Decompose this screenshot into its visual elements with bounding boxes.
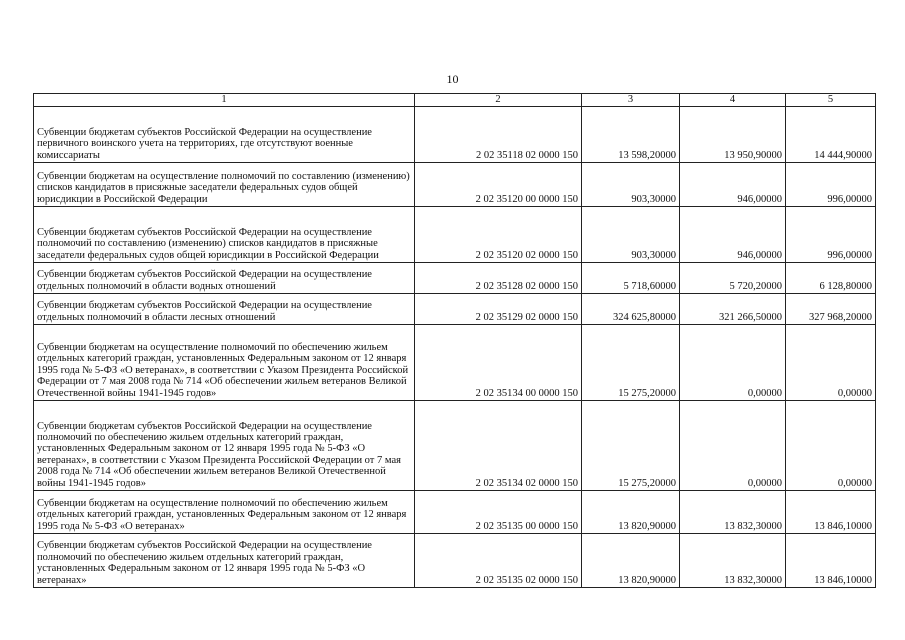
row-value-col3: 13 820,90000 [582, 491, 680, 534]
row-value-col4: 946,00000 [680, 207, 786, 263]
row-value-col5: 14 444,90000 [786, 107, 876, 163]
table-row [34, 401, 876, 491]
row-value-col3: 324 625,80000 [582, 294, 680, 325]
table-row [34, 491, 876, 534]
row-code-cell: 2 02 35118 02 0000 150 [415, 107, 582, 163]
row-value-col4: 321 266,50000 [680, 294, 786, 325]
row-name-cell: Субвенции бюджетам на осуществление полномочий по составлению (изменению) списков кандидатов в присяжные заседатели федеральных судов общей юрисдикции в Российской Федерации [34, 163, 415, 207]
row-value-col5: 13 846,10000 [786, 491, 876, 534]
column-header-4: 4 [680, 94, 786, 107]
row-value-col3: 13 598,20000 [582, 107, 680, 163]
row-code-cell: 2 02 35129 02 0000 150 [415, 294, 582, 325]
column-header-3: 3 [582, 94, 680, 107]
column-header-1: 1 [34, 94, 415, 107]
row-name-cell: Субвенции бюджетам на осуществление полномочий по обеспечению жильем отдельных категорий граждан, установленных Федеральным законом от 12 января 1995 года № 5-ФЗ «О ветеранах», в соответствии с Указом Президента Российской Федерации от 7 мая 2008 года № 714 «Об обеспечении жильем ветеранов Великой Отечественной войны 1941-1945 годов» [34, 325, 415, 401]
page-number: 10 [446, 72, 459, 86]
row-code-cell: 2 02 35134 00 0000 150 [415, 325, 582, 401]
table-row [34, 207, 876, 263]
row-value-col5: 996,00000 [786, 207, 876, 263]
row-code-cell: 2 02 35135 02 0000 150 [415, 534, 582, 588]
row-value-col5: 6 128,80000 [786, 263, 876, 294]
row-name-cell: Субвенции бюджетам на осуществление полномочий по обеспечению жильем отдельных категорий граждан, установленных Федеральным законом от 12 января 1995 года № 5-ФЗ «О ветеранах» [34, 491, 415, 534]
row-name-cell: Субвенции бюджетам субъектов Российской Федерации на осуществление полномочий по обеспечению жильем отдельных категорий граждан, установленных Федеральным законом от 12 января 1995 года № 5-ФЗ «О ветеранах», в соответствии с Указом Президента Российской Федерации от 7 мая 2008 года № 714 «Об обеспечении жильем ветеранов Великой Отечественной войны 1941-1945 годов» [34, 401, 415, 491]
row-code-cell: 2 02 35134 02 0000 150 [415, 401, 582, 491]
table-row [34, 163, 876, 207]
row-name-cell: Субвенции бюджетам субъектов Российской Федерации на осуществление первичного воинского учета на территориях, где отсутствуют военные комиссариаты [34, 107, 415, 163]
row-value-col3: 5 718,60000 [582, 263, 680, 294]
row-value-col5: 327 968,20000 [786, 294, 876, 325]
row-value-col5: 996,00000 [786, 163, 876, 207]
row-value-col4: 13 832,30000 [680, 491, 786, 534]
column-header-5: 5 [786, 94, 876, 107]
row-code-cell: 2 02 35135 00 0000 150 [415, 491, 582, 534]
row-code-cell: 2 02 35120 00 0000 150 [415, 163, 582, 207]
header-row [34, 94, 876, 107]
row-code-cell: 2 02 35120 02 0000 150 [415, 207, 582, 263]
row-value-col4: 13 832,30000 [680, 534, 786, 588]
row-name-cell: Субвенции бюджетам субъектов Российской Федерации на осуществление отдельных полномочий в области лесных отношений [34, 294, 415, 325]
row-code-cell: 2 02 35128 02 0000 150 [415, 263, 582, 294]
row-value-col3: 15 275,20000 [582, 325, 680, 401]
row-value-col4: 13 950,90000 [680, 107, 786, 163]
row-value-col3: 903,30000 [582, 163, 680, 207]
row-value-col4: 946,00000 [680, 163, 786, 207]
row-name-cell: Субвенции бюджетам субъектов Российской Федерации на осуществление полномочий по составлению (изменению) списков кандидатов в присяжные заседатели федеральных судов общей юрисдикции в Российской Федерации [34, 207, 415, 263]
row-value-col4: 0,00000 [680, 401, 786, 491]
row-value-col3: 13 820,90000 [582, 534, 680, 588]
row-value-col5: 13 846,10000 [786, 534, 876, 588]
table-row [34, 534, 876, 588]
row-value-col4: 0,00000 [680, 325, 786, 401]
row-value-col3: 15 275,20000 [582, 401, 680, 491]
row-value-col3: 903,30000 [582, 207, 680, 263]
column-header-2: 2 [415, 94, 582, 107]
row-name-cell: Субвенции бюджетам субъектов Российской Федерации на осуществление полномочий по обеспечению жильем отдельных категорий граждан, установленных Федеральным законом от 12 января 1995 года № 5-ФЗ «О ветеранах» [34, 534, 415, 588]
table-row [34, 263, 876, 294]
table-row [34, 107, 876, 163]
budget-table [33, 93, 876, 588]
row-name-cell: Субвенции бюджетам субъектов Российской Федерации на осуществление отдельных полномочий в области водных отношений [34, 263, 415, 294]
table-row [34, 325, 876, 401]
row-value-col4: 5 720,20000 [680, 263, 786, 294]
row-value-col5: 0,00000 [786, 401, 876, 491]
row-value-col5: 0,00000 [786, 325, 876, 401]
table-row [34, 294, 876, 325]
